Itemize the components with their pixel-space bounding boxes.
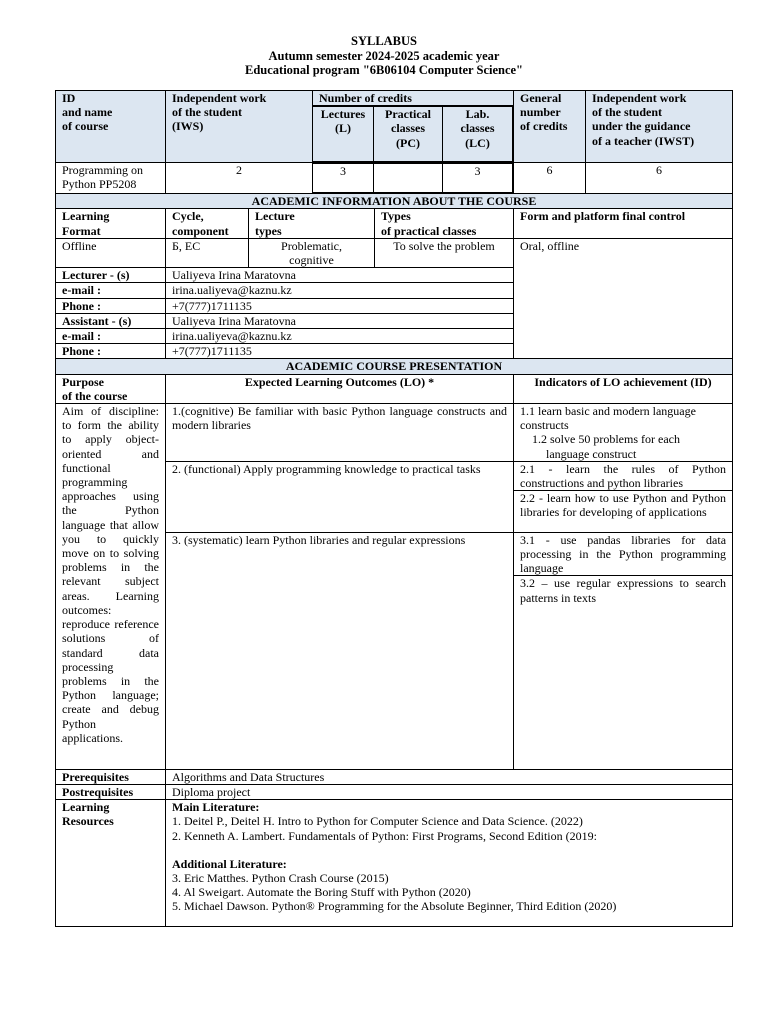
col-general-header: General number of credits [514, 91, 586, 163]
postrequisites-value: Diploma project [166, 785, 733, 800]
practical-types-header: Types of practical classes [375, 209, 514, 238]
presentation-header-row [56, 374, 733, 403]
prerequisites-row [56, 769, 733, 784]
academic-info-value-row [56, 238, 733, 267]
id1 [514, 404, 733, 462]
assistant-label: Assistant - (s) [56, 313, 166, 328]
main-literature-title: Main Literature: [172, 800, 260, 815]
lecturer-email: irina.ualiyeva@kaznu.kz [166, 283, 514, 298]
lecturer-name: Ualiyeva Irina Maratovna [166, 268, 514, 283]
id2-1: 2.1 - learn the rules of Python constructions and python libraries [514, 462, 732, 491]
lecturer-label: Lecturer - (s) [56, 268, 166, 283]
learning-format-header: Learning Format [56, 209, 166, 238]
lecturer-phone-label: Phone : [56, 298, 166, 313]
header-program: Educational program "6B06104 Computer Science" [245, 63, 523, 77]
credits-header-row [56, 91, 733, 163]
lectures-value: 3 [313, 164, 374, 193]
col-lectures-header: Lectures (L) [313, 107, 374, 162]
assistant-phone: +7(777)1711135 [166, 344, 514, 359]
general-credits-value: 6 [514, 163, 586, 194]
prerequisites-label: Prerequisites [56, 769, 166, 784]
learning-resources-list [166, 800, 733, 927]
cycle-value: Б, EC [166, 238, 249, 267]
main-literature-item: 2. Kenneth A. Lambert. Fundamentals of Python: First Programs, Second Edition (2019: [172, 828, 597, 843]
syllabus-table [55, 90, 733, 927]
col-credits-header: Number of credits Lectures (L) Practical classes (PC) Lab. classes (LC) [313, 91, 514, 163]
lab-value: 3 [443, 164, 513, 193]
final-control-value: Oral, offline [514, 238, 733, 359]
course-name: Programming on Python PP5208 [56, 163, 166, 194]
course-data-row [56, 163, 733, 194]
lecture-types-value: Problematic, cognitive [249, 238, 375, 267]
header-semester: Autumn semester 2024-2025 academic year [268, 48, 500, 63]
academic-info-title: ACADEMIC INFORMATION ABOUT THE COURSE [56, 194, 733, 209]
header-title: SYLLABUS [351, 34, 417, 48]
academic-info-header-row [56, 209, 733, 238]
lecturer-email-label: e-mail : [56, 283, 166, 298]
presentation-title-row [56, 359, 733, 374]
id2-2: 2.2 - learn how to use Python and Python libraries for developing of applications [520, 491, 727, 520]
cycle-header: Cycle, component [166, 209, 249, 238]
final-control-header: Form and platform final control [514, 209, 733, 238]
main-literature-item: 1. Deitel P., Deitel H. Intro to Python for Computer Science and Data Science. (2022) [172, 814, 583, 829]
purpose-header: Purpose of the course [56, 374, 166, 403]
prerequisites-value: Algorithms and Data Structures [166, 769, 733, 784]
lo1: 1.(cognitive) Be familiar with basic Python language constructs and modern libraries [166, 404, 514, 462]
additional-literature-item: 3. Eric Matthes. Python Crash Course (2015) [172, 871, 389, 886]
practical-value [374, 164, 443, 193]
practical-types-value: To solve the problem [375, 238, 514, 267]
assistant-email-label: e-mail : [56, 329, 166, 344]
postrequisites-label: Postrequisites [56, 785, 166, 800]
lo-header: Expected Learning Outcomes (LO) * [166, 374, 514, 403]
presentation-title: ACADEMIC COURSE PRESENTATION [56, 359, 733, 374]
lo1-row [56, 404, 733, 462]
learning-resources-row [56, 800, 733, 927]
academic-info-title-row [56, 194, 733, 209]
assistant-name: Ualiyeva Irina Maratovna [166, 313, 514, 328]
learning-resources-label: Learning Resources [56, 800, 166, 927]
id-header: Indicators of LO achievement (ID) [514, 374, 733, 403]
lo2: 2. (functional) Apply programming knowledge to practical tasks [166, 461, 514, 532]
assistant-phone-label: Phone : [56, 344, 166, 359]
iws-value: 2 [166, 163, 313, 194]
postrequisites-row [56, 785, 733, 800]
lecturer-phone: +7(777)1711135 [166, 298, 514, 313]
col-lab-header: Lab. classes (LC) [443, 107, 513, 162]
id3-1: 3.1 - use pandas libraries for data processing in the Python programming language [514, 533, 732, 577]
assistant-email: irina.ualiyeva@kaznu.kz [166, 329, 514, 344]
additional-literature-title: Additional Literature: [172, 856, 287, 871]
lecture-types-header: Lecture types [249, 209, 375, 238]
learning-format-value: Offline [56, 238, 166, 267]
id1-1: 1.1 learn basic and modern language constructs [520, 404, 696, 433]
col-practical-header: Practical classes (PC) [374, 107, 443, 162]
course-purpose: Aim of discipline: to form the ability to apply object-oriented and functional programming approaches using the Python language that allow you to quickly move on to solving problems in the relevant subject areas. Learning outcomes: reproduce reference solutions of standard data processing problems in the Python language; create and debug Python applications. [56, 404, 166, 770]
document-header [0, 34, 768, 78]
id1-2: 1.2 solve 50 problems for each language construct [532, 432, 680, 461]
lo3: 3. (systematic) learn Python libraries and regular expressions [166, 532, 514, 769]
additional-literature-item: 5. Michael Dawson. Python® Programming for the Absolute Beginner, Third Edition (2020) [172, 899, 617, 914]
col-id-header: ID and name of course [56, 91, 166, 163]
id3-2: 3.2 – use regular expressions to search patterns in texts [520, 576, 727, 605]
iwst-value: 6 [586, 163, 733, 194]
additional-literature-item: 4. Al Sweigart. Automate the Boring Stuff with Python (2020) [172, 885, 471, 900]
col-iwst-header: Independent work of the student under the guidance of a teacher (IWST) [586, 91, 733, 163]
col-iws-header: Independent work of the student (IWS) [166, 91, 313, 163]
